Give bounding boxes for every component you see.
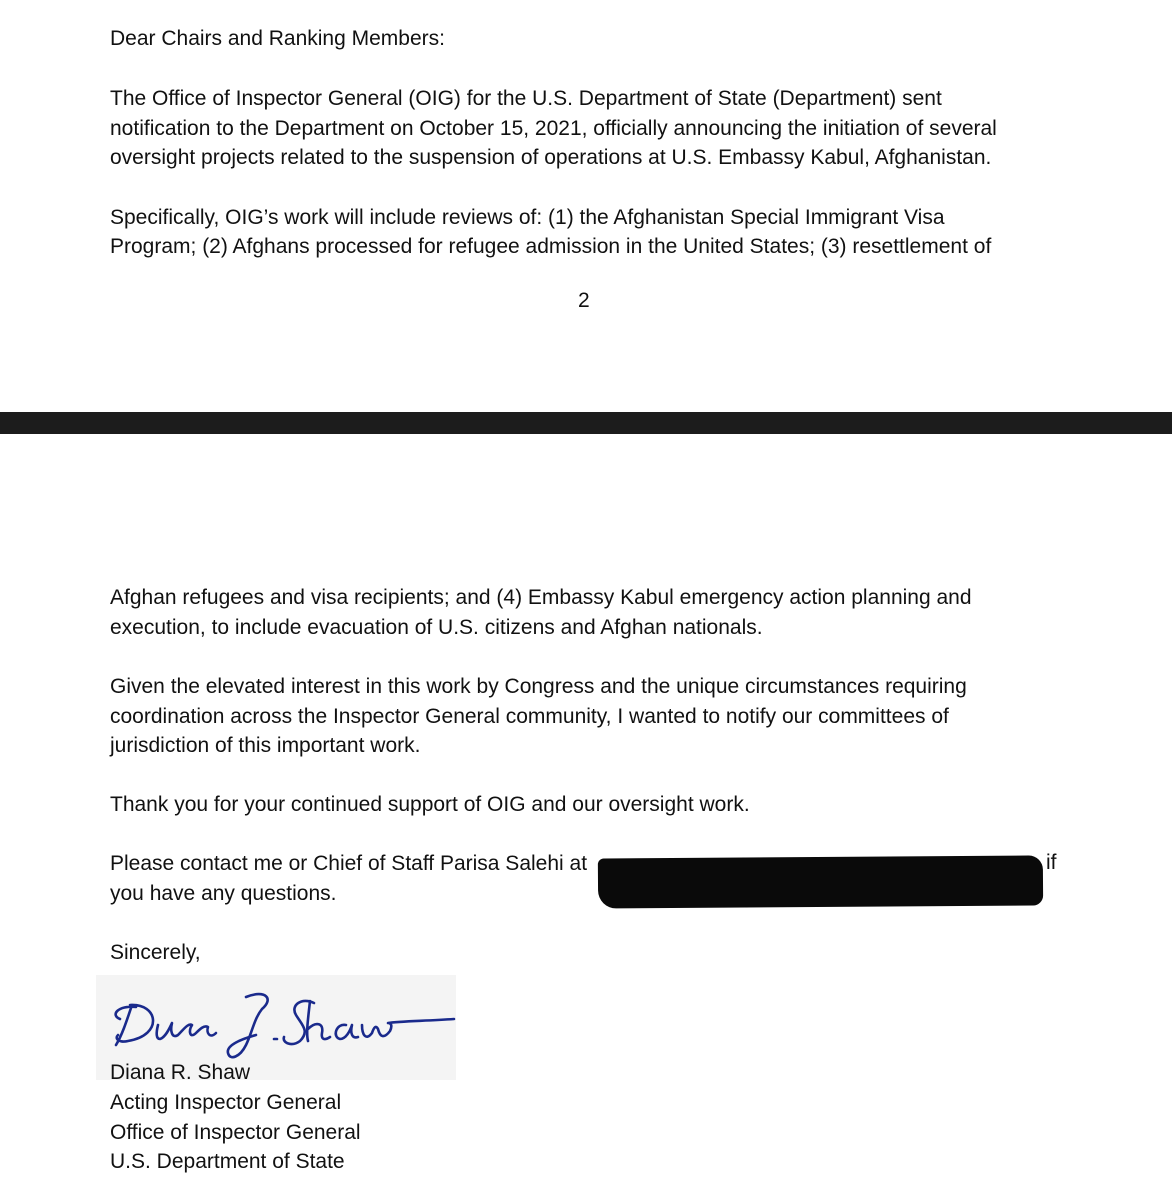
paragraph-1-line-1: The Office of Inspector General (OIG) for the U.S. Department of State (Department) sent [110,87,942,110]
paragraph-2-line-1: Specifically, OIG’s work will include reviews of: (1) the Afghanistan Special Immigrant Visa [110,206,945,229]
paragraph-2-cont-line-1: Afghan refugees and visa recipients; and (4) Embassy Kabul emergency action planning and [110,586,972,609]
page-number: 2 [578,289,590,312]
salutation: Dear Chairs and Ranking Members: [110,27,445,50]
page-break-divider [0,412,1172,434]
paragraph-3-line-2: coordination across the Inspector General community, I wanted to notify our committees of [110,705,949,728]
paragraph-4: Thank you for your continued support of OIG and our oversight work. [110,793,750,816]
redaction-mark [598,855,1043,908]
paragraph-2-cont-line-2: execution, to include evacuation of U.S. citizens and Afghan nationals. [110,616,763,639]
paragraph-5-line-2: you have any questions. [110,882,337,905]
signer-title: Acting Inspector General [110,1091,342,1114]
paragraph-1-line-3: oversight projects related to the suspension of operations at U.S. Embassy Kabul, Afghanistan. [110,146,992,169]
paragraph-3-line-3: jurisdiction of this important work. [110,734,421,757]
paragraph-5-line-1-end: if [1046,851,1057,874]
paragraph-3-line-1: Given the elevated interest in this work by Congress and the unique circumstances requiring [110,675,967,698]
paragraph-2-line-2: Program; (2) Afghans processed for refugee admission in the United States; (3) resettlement of [110,235,992,258]
paragraph-5-line-1: Please contact me or Chief of Staff Parisa Salehi at [110,852,588,875]
signer-name: Diana R. Shaw [110,1061,251,1084]
letter-page-1 [0,0,1172,412]
signer-office: Office of Inspector General [110,1121,361,1144]
paragraph-1-line-2: notification to the Department on October 15, 2021, officially announcing the initiation of several [110,117,997,140]
closing: Sincerely, [110,941,201,964]
signer-department: U.S. Department of State [110,1150,345,1173]
